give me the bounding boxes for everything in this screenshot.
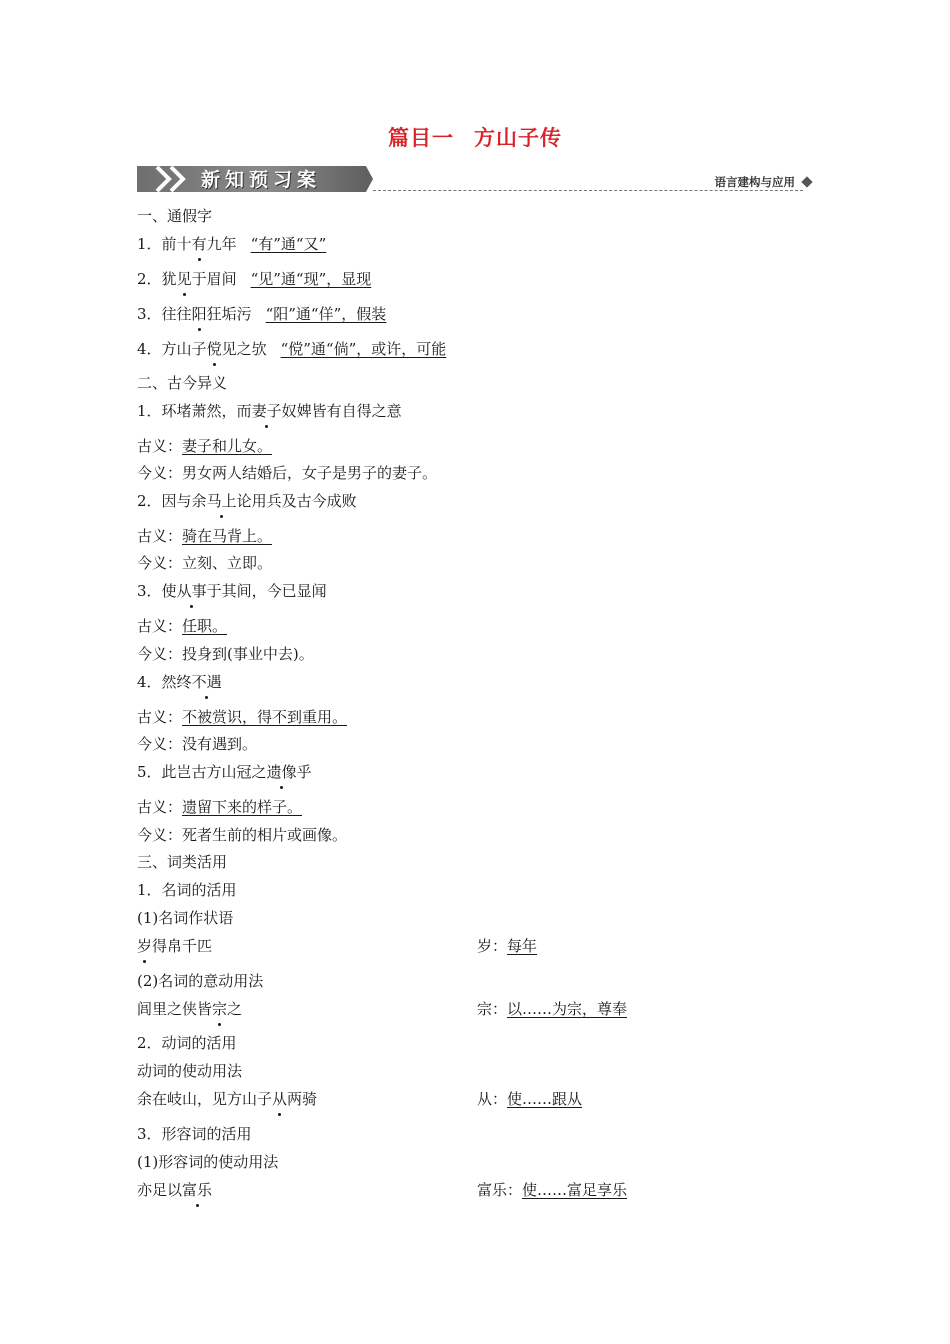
sentence-text: 乎	[296, 763, 312, 781]
key-word: 见	[176, 270, 192, 288]
banner-rule	[373, 190, 803, 191]
answer-text: “阳”通“佯”，假装	[265, 305, 387, 323]
modern-label: 今义：	[137, 554, 183, 572]
modern-label: 今义：	[137, 735, 183, 753]
key-word: 富乐	[182, 1181, 213, 1199]
answer-text: “见”通“现”，显现	[250, 270, 372, 288]
answer-label: 宗：	[477, 1000, 508, 1018]
subheading: (2)名词的意动用法	[137, 972, 264, 990]
modern-meaning	[137, 463, 437, 483]
ancient-text: 妻子和儿女。	[182, 437, 273, 455]
modern-text: 没有遇到。	[182, 735, 258, 753]
page-title	[0, 122, 950, 152]
item-number: 1．	[137, 402, 162, 420]
key-word: 妻子	[251, 402, 282, 420]
key-word: 从	[272, 1090, 288, 1108]
subheading: (1)名词作状语	[137, 909, 234, 927]
modern-meaning	[137, 644, 314, 664]
ancient-text: 不被赏识，得不到重用。	[182, 708, 348, 726]
tongjia-item	[137, 304, 386, 324]
subheading: 3．形容词的活用	[137, 1125, 252, 1143]
item-number: 3．	[137, 582, 162, 600]
ancient-text: 骑在马背上。	[182, 527, 273, 545]
section-banner	[137, 160, 813, 196]
ancient-label: 古义：	[137, 437, 183, 455]
example-answer	[477, 1180, 627, 1200]
modern-text: 死者生前的相片或画像。	[182, 826, 348, 844]
sentence-text: 使	[161, 582, 177, 600]
item-number: 1．	[137, 235, 162, 253]
example-answer	[477, 1089, 582, 1109]
key-word: 有	[191, 235, 207, 253]
sentence-text: 往往	[161, 305, 192, 323]
subheading: 2．动词的活用	[137, 1034, 237, 1052]
ancient-meaning	[137, 797, 302, 817]
sentence-text: 得帛千匹	[152, 937, 213, 955]
key-word: 宗	[212, 1000, 228, 1018]
gujin-item	[137, 401, 402, 421]
title-part1: 篇目一	[388, 126, 454, 150]
sentence-text: 因与余	[161, 492, 207, 510]
section-heading: 三、词类活用	[137, 853, 228, 871]
sentence-text: 闾里之侠皆	[137, 1000, 213, 1018]
item-number: 2．	[137, 270, 162, 288]
sentence-text: 奴婢皆有自得之意	[281, 402, 402, 420]
double-chevron-icon	[153, 164, 193, 194]
example-answer	[477, 999, 627, 1019]
ancient-label: 古义：	[137, 708, 183, 726]
sentence-text: 亦足以	[137, 1181, 183, 1199]
ancient-meaning	[137, 436, 272, 456]
gujin-item	[137, 672, 222, 692]
key-word: 阳	[191, 305, 207, 323]
subheading: (1)形容词的使动用法	[137, 1153, 279, 1171]
answer-label: 岁：	[477, 937, 508, 955]
sentence-text: 两骑	[287, 1090, 318, 1108]
key-word: 从事	[176, 582, 207, 600]
ancient-label: 古义：	[137, 527, 183, 545]
sentence-text: 犹	[161, 270, 177, 288]
answer-text: “傥”通“倘”，或许，可能	[280, 340, 447, 358]
key-word: 马上	[206, 492, 237, 510]
sentence-text: 然终	[161, 673, 192, 691]
banner-label: 新知预习案	[201, 169, 322, 191]
item-number: 3．	[137, 305, 162, 323]
sentence-text: 前十	[161, 235, 192, 253]
section-heading: 一、通假字	[137, 207, 213, 225]
title-part2: 方山子传	[474, 126, 562, 150]
example-sentence	[137, 936, 212, 956]
sentence-text: 见之欤	[221, 340, 267, 358]
answer-text: 以……为宗，尊奉	[507, 1000, 628, 1018]
key-word: 不遇	[191, 673, 222, 691]
modern-meaning	[137, 825, 347, 845]
sentence-text: 于眉间	[191, 270, 237, 288]
key-word: 遗像	[266, 763, 297, 781]
example-answer	[477, 936, 537, 956]
modern-text: 立刻、立即。	[182, 554, 273, 572]
ancient-label: 古义：	[137, 798, 183, 816]
subheading: 1．名词的活用	[137, 881, 237, 899]
answer-text: 使……跟从	[507, 1090, 583, 1108]
subheading: 动词的使动用法	[137, 1062, 243, 1080]
section-heading: 二、古今异义	[137, 374, 228, 392]
ancient-label: 古义：	[137, 617, 183, 635]
tongjia-item	[137, 269, 371, 289]
modern-label: 今义：	[137, 464, 183, 482]
gujin-item	[137, 491, 357, 511]
example-sentence	[137, 999, 242, 1019]
answer-label: 富乐：	[477, 1181, 523, 1199]
example-sentence	[137, 1180, 212, 1200]
tongjia-item	[137, 339, 446, 359]
gujin-item	[137, 762, 312, 782]
item-number: 5．	[137, 763, 162, 781]
item-number: 4．	[137, 673, 162, 691]
sentence-text: 之	[227, 1000, 243, 1018]
sentence-text: 余在岐山，见方山子	[137, 1090, 273, 1108]
answer-text: 使……富足享乐	[522, 1181, 628, 1199]
sentence-text: 环堵萧然，而	[161, 402, 252, 420]
item-number: 4．	[137, 340, 162, 358]
ancient-meaning	[137, 707, 347, 727]
ancient-meaning	[137, 526, 272, 546]
sentence-text: 此岂古方山冠之	[161, 763, 267, 781]
modern-label: 今义：	[137, 645, 183, 663]
sentence-text: 狂垢污	[206, 305, 252, 323]
key-word: 傥	[206, 340, 222, 358]
gujin-item	[137, 581, 327, 601]
ancient-meaning	[137, 616, 227, 636]
answer-text: “有”通“又”	[250, 235, 327, 253]
modern-text: 男女两人结婚后，女子是男子的妻子。	[182, 464, 438, 482]
ancient-text: 遗留下来的样子。	[182, 798, 303, 816]
sentence-text: 论用兵及古今成败	[236, 492, 357, 510]
sentence-text: 九年	[206, 235, 237, 253]
modern-label: 今义：	[137, 826, 183, 844]
sentence-text: 方山子	[161, 340, 207, 358]
example-sentence	[137, 1089, 317, 1109]
modern-meaning	[137, 553, 272, 573]
modern-text: 投身到(事业中去)。	[182, 645, 314, 663]
sentence-text: 于其间，今已显闻	[206, 582, 327, 600]
key-word: 岁	[137, 937, 153, 955]
answer-text: 每年	[507, 937, 538, 955]
diamond-icon	[801, 176, 812, 187]
ancient-text: 任职。	[182, 617, 228, 635]
modern-meaning	[137, 734, 257, 754]
tongjia-item	[137, 234, 326, 254]
banner-right-label: 语言建构与应用	[714, 175, 795, 189]
answer-label: 从：	[477, 1090, 508, 1108]
item-number: 2．	[137, 492, 162, 510]
